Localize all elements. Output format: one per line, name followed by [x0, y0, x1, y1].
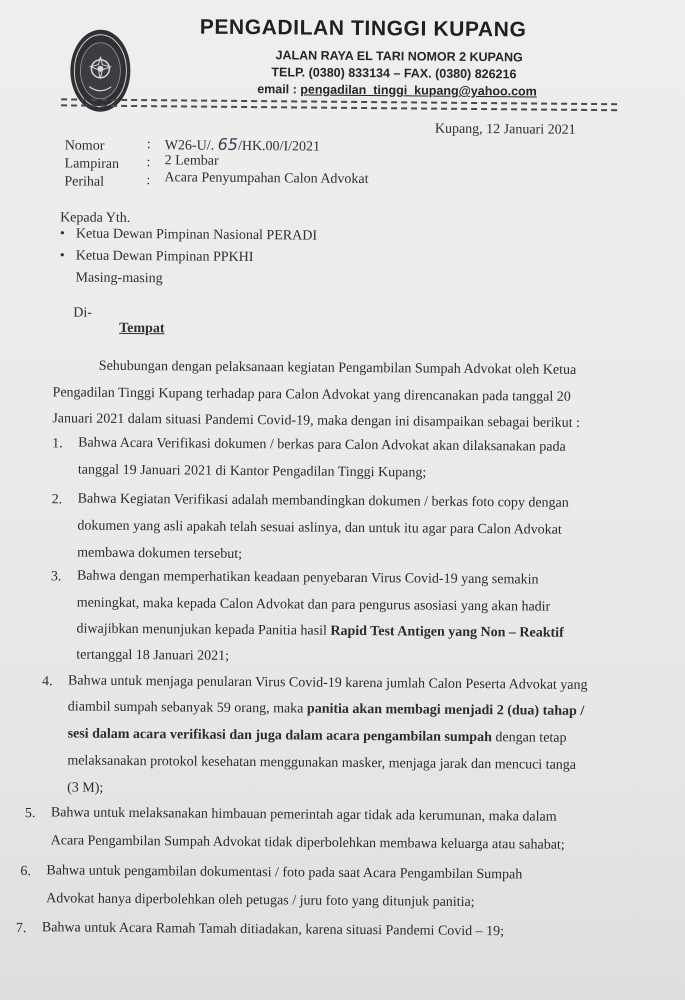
point-4-line-2-emphasis: panitia akan membagi menjadi 2 (dua) tahap /	[306, 701, 585, 719]
point-4-line-1: Bahwa untuk menjaga penularan Virus Covid-19 karena jumlah Calon Peserta Advokat yang	[67, 673, 588, 693]
intro-line-1: Sehubungan dengan pelaksanaan kegiatan Pengambilan Sumpah Advokat oleh Ketua	[98, 358, 577, 378]
point-3-line-1: Bahwa dengan memperhatikan keadaan penyebaran Virus Covid-19 yang semakin	[76, 568, 539, 588]
recipient-bullet-1: •	[59, 226, 65, 242]
nomor-prefix: W26-U/.	[164, 138, 215, 154]
point-3-number: 3.	[50, 569, 62, 585]
point-7-number: 7.	[15, 921, 27, 937]
recipient-item-1: Ketua Dewan Pimpinan Nasional PERADI	[75, 226, 318, 244]
email-label: email :	[257, 82, 301, 97]
nomor-colon: :	[146, 137, 151, 153]
point-6-line-1: Bahwa untuk pengambilan dokumentasi / foto pada saat Acara Pengambilan Sumpah	[46, 863, 523, 883]
point-1-line-2: tanggal 19 Januari 2021 di Kantor Pengadilan Tinggi Kupang;	[77, 462, 427, 481]
nomor-suffix: /HK.00/I/2021	[237, 138, 321, 155]
point-2-number: 2.	[51, 492, 63, 508]
point-4-line-4: melaksanakan protokol kesehatan menggunakan masker, menjaga jarak dan mencuci tanga	[67, 753, 577, 773]
recipient-tempat: Tempat	[119, 320, 165, 337]
recipient-item-2: Ketua Dewan Pimpinan PPKHI	[75, 248, 254, 266]
institution-email-line	[257, 82, 537, 98]
point-4-number: 4.	[41, 674, 53, 690]
point-2-line-1: Bahwa Kegiatan Verifikasi adalah membandingkan dokumen / berkas foto copy dengan	[77, 491, 569, 511]
intro-line-2: Pengadilan Tinggi Kupang terhadap para Calon Advokat yang direncanakan pada tanggal 20	[52, 385, 571, 405]
nomor-value	[165, 134, 320, 155]
perihal-value: Acara Penyumpahan Calon Advokat	[164, 170, 369, 188]
letter-sheet	[9, 0, 678, 1000]
point-4-line-5: (3 M);	[67, 780, 104, 796]
point-1-number: 1.	[52, 436, 63, 452]
point-4-line-2-text: diambil sumpah sebanyak 59 orang, maka	[67, 699, 307, 717]
recipient-masing: Masing-masing	[75, 270, 163, 287]
lampiran-label: Lampiran	[64, 156, 120, 172]
nomor-handwritten: 65	[217, 134, 239, 154]
perihal-colon: :	[146, 173, 151, 189]
point-2-line-3: membawa dokumen tersebut;	[77, 545, 243, 562]
point-4-line-3	[67, 721, 647, 752]
intro-line-3: Januari 2021 dalam situasi Pandemi Covid-19, maka dengan ini disampaikan sebagai berikut :	[52, 411, 581, 431]
email-address-link[interactable]: pengadilan_tinggi_kupang@yahoo.com	[300, 82, 537, 99]
point-6-number: 6.	[20, 864, 31, 880]
point-4-line-3-emphasis: sesi dalam acara verifikasi dan juga dalam acara pengambilan sumpah	[67, 726, 492, 746]
point-1-line-1: Bahwa Acara Verifikasi dokumen / berkas para Calon Advokat akan dilaksanakan pada	[78, 435, 566, 455]
recipient-di: Di-	[73, 305, 93, 321]
header-divider-bottom	[61, 104, 617, 111]
point-7-line-1: Bahwa untuk Acara Ramah Tamah ditiadakan, karena situasi Pandemi Covid – 19;	[41, 920, 505, 940]
point-3-line-2: meningkat, maka kepada Calon Advokat dan para pengurus asosiasi yang akan hadir	[76, 595, 551, 615]
point-5-line-2: Acara Pengambilan Sumpah Advokat tidak diperbolehkan membawa keluarga atau sahabat;	[50, 833, 565, 853]
institution-name: PENGADILAN TINGGI KUPANG	[199, 15, 527, 42]
letter-date: Kupang, 12 Januari 2021	[434, 121, 576, 138]
point-2-line-2: dokumen yang asli apakah telah sesuai aslinya, dan untuk itu agar para Calon Advokat	[77, 518, 562, 538]
point-3-line-3-text: diwajibkan menunjukan kepada Panitia hasil	[76, 621, 331, 639]
nomor-label: Nomor	[64, 138, 105, 154]
point-5-number: 5.	[24, 806, 36, 822]
point-3-rapid-test-emphasis: Rapid Test Antigen yang Non – Reaktif	[330, 623, 564, 641]
recipient-heading: Kepada Yth.	[60, 210, 131, 226]
point-4-line-3-text: dengan tetap	[491, 730, 567, 746]
institution-phone: TELP. (0380) 833134 – FAX. (0380) 826216	[271, 65, 517, 82]
point-5-line-1: Bahwa untuk melaksanakan himbauan pemerintah agar tidak ada kerumunan, maka dalam	[50, 805, 557, 825]
lampiran-value: 2 Lembar	[164, 153, 219, 169]
point-6-line-2: Advokat hanya diperbolehkan oleh petugas / juru foto yang ditunjuk panitia;	[46, 891, 475, 911]
recipient-bullet-2: •	[59, 248, 65, 264]
point-4-line-2	[68, 694, 648, 725]
institution-address: JALAN RAYA EL TARI NOMOR 2 KUPANG	[275, 48, 523, 65]
lampiran-colon: :	[146, 155, 151, 171]
point-3-line-4: tertanggal 18 Januari 2021;	[76, 647, 230, 664]
perihal-label: Perihal	[64, 174, 105, 190]
